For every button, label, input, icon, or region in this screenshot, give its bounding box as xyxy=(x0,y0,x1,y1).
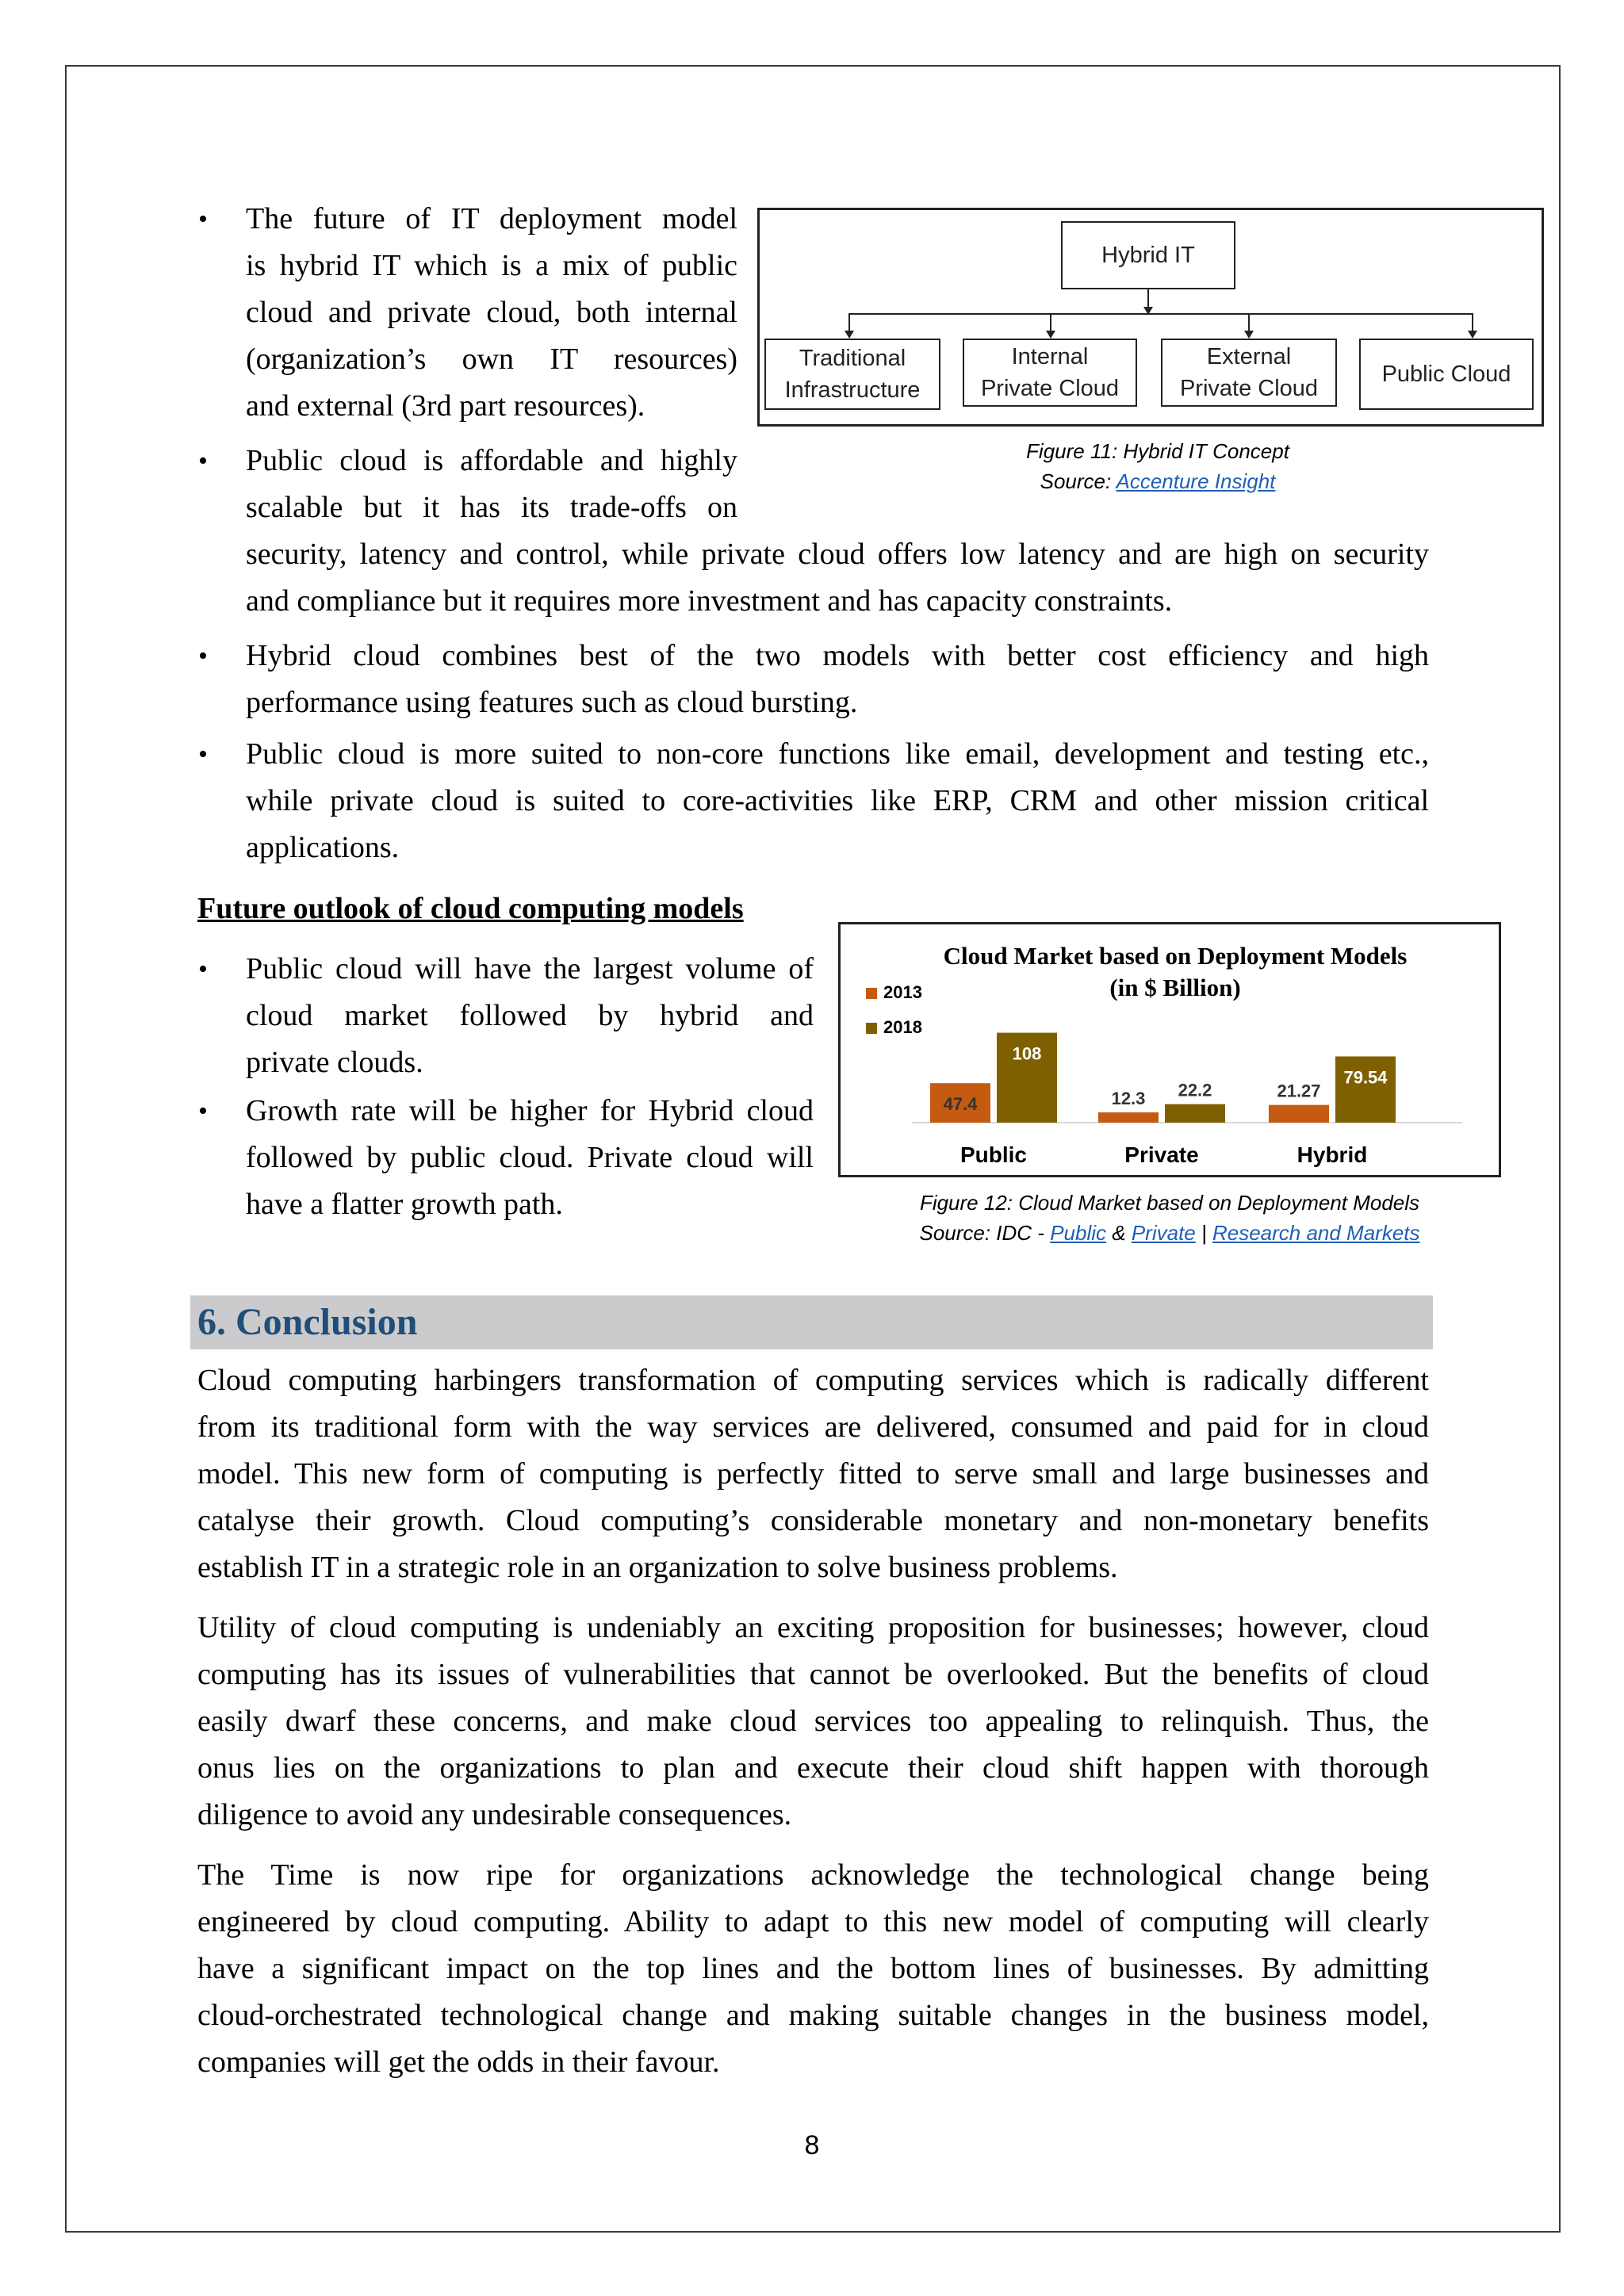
section-heading-text: Future outlook of cloud computing models xyxy=(197,892,744,925)
data-label-public-2013: 47.4 xyxy=(943,1094,978,1115)
bullet-line: The future of IT deployment model xyxy=(246,202,737,235)
bullet-line: Public cloud is more suited to non-core functions like email, development and testing etc., xyxy=(246,737,1429,771)
bullet-dot: • xyxy=(198,641,208,671)
bullet-line: scalable but it has its trade-offs on xyxy=(246,491,737,524)
bullet-line: performance using features such as cloud bursting. xyxy=(246,686,858,719)
diagram-node-label: Traditional xyxy=(799,346,906,371)
paragraph-line: engineered by cloud computing. Ability to adapt to this new model of computing will clearly xyxy=(197,1905,1429,1938)
diagram-arrowhead xyxy=(1244,331,1254,339)
paragraph-line: easily dwarf these concerns, and make cloud services too appealing to relinquish. Thus, the xyxy=(197,1705,1429,1738)
caption-separator: | xyxy=(1195,1221,1212,1245)
data-label-private-2013: 12.3 xyxy=(1111,1089,1146,1109)
diagram-node-label: Private Cloud xyxy=(1179,376,1319,401)
legend-swatch-2013 xyxy=(866,988,877,999)
figure-12-caption xyxy=(841,1188,1499,1248)
diagram-node-external xyxy=(1161,339,1337,407)
diagram-node-label: Infrastructure xyxy=(784,377,921,403)
paragraph-line: companies will get the odds in their favour. xyxy=(197,2045,720,2079)
bar-hybrid-2013 xyxy=(1269,1105,1329,1123)
data-label-hybrid-2018: 79.54 xyxy=(1343,1067,1388,1088)
diagram-connector xyxy=(1147,289,1149,308)
paragraph-line: diligence to avoid any undesirable consequences. xyxy=(197,1798,792,1831)
bullet-line: and external (3rd part resources). xyxy=(246,389,645,423)
bullet-hybrid-future xyxy=(198,196,737,434)
bullet-line: private clouds. xyxy=(246,1046,423,1079)
diagram-arrowhead xyxy=(1046,331,1055,339)
research-and-markets-link[interactable]: Research and Markets xyxy=(1212,1221,1420,1245)
paragraph-line: model. This new form of computing is perfectly fitted to serve small and large businesses and xyxy=(197,1457,1429,1490)
caption-source xyxy=(936,466,1380,496)
chart-subtitle: (in $ Billion) xyxy=(1109,974,1241,1001)
diagram-connector xyxy=(1050,313,1051,332)
bullet-dot: • xyxy=(198,205,208,234)
caption-source-prefix: Source: xyxy=(1040,469,1116,493)
bullet-line: Public cloud will have the largest volume of xyxy=(246,952,814,985)
paragraph-line: cloud-orchestrated technological change and making suitable changes in the business model, xyxy=(197,1999,1429,2032)
diagram-node-internal xyxy=(963,339,1137,407)
bullet-line: while private cloud is suited to core-activities like ERP, CRM and other mission critical xyxy=(246,784,1429,817)
paragraph-line: catalyse their growth. Cloud computing’s considerable monetary and non-monetary benefits xyxy=(197,1504,1429,1537)
bar-private-2013 xyxy=(1098,1112,1159,1123)
section-heading-outlook xyxy=(197,886,911,932)
caption-amp: & xyxy=(1106,1221,1132,1245)
diagram-node-traditional xyxy=(764,339,940,410)
bullet-line: have a flatter growth path. xyxy=(246,1188,563,1221)
bullet-growth-rate xyxy=(198,1088,817,1230)
bullet-line: followed by public cloud. Private cloud will xyxy=(246,1141,814,1174)
hybrid-it-diagram xyxy=(757,208,1544,427)
bullet-dot: • xyxy=(198,1096,208,1126)
diagram-connector xyxy=(1472,313,1473,332)
cloud-market-chart xyxy=(838,922,1501,1177)
data-label-hybrid-2013: 21.27 xyxy=(1277,1081,1321,1101)
data-label-private-2018: 22.2 xyxy=(1178,1080,1212,1100)
caption-text: Figure 11: Hybrid IT Concept xyxy=(1026,439,1289,463)
diagram-node-label: Private Cloud xyxy=(980,376,1120,401)
diagram-node-public xyxy=(1359,339,1534,410)
conclusion-paragraph-1 xyxy=(197,1357,1429,1591)
figure-11-caption xyxy=(936,436,1380,496)
bullet-line: Hybrid cloud combines best of the two models with better cost efficiency and high xyxy=(246,639,1429,672)
caption-source-prefix: Source: IDC - xyxy=(919,1221,1051,1245)
bullet-dot: • xyxy=(198,446,208,476)
paragraph-line: computing has its issues of vulnerabilities that cannot be overlooked. But the benefits of cloud xyxy=(197,1658,1429,1691)
bullet-public-suited xyxy=(198,731,1435,874)
diagram-node-label: Public Cloud xyxy=(1381,362,1511,387)
bar-private-2018 xyxy=(1165,1104,1225,1123)
idc-public-link[interactable]: Public xyxy=(1050,1221,1107,1245)
diagram-connector xyxy=(1248,313,1250,332)
paragraph-line: from its traditional form with the way services are delivered, consumed and paid for in cloud xyxy=(197,1410,1429,1444)
bullet-dot: • xyxy=(198,740,208,769)
diagram-root-node xyxy=(1061,221,1235,289)
bullet-line: security, latency and control, while private cloud offers low latency and are high on security xyxy=(246,538,1429,571)
conclusion-heading: 6. Conclusion xyxy=(197,1301,418,1343)
legend-swatch-2018 xyxy=(866,1023,877,1034)
legend-label-2013: 2013 xyxy=(883,982,922,1002)
diagram-node-label: Internal xyxy=(1011,344,1089,369)
bullet-line: and compliance but it requires more investment and has capacity constraints. xyxy=(246,584,1173,618)
bullet-line: cloud and private cloud, both internal xyxy=(246,296,737,329)
bullet-public-largest xyxy=(198,946,817,1089)
diagram-node-label: External xyxy=(1206,344,1292,369)
page-number: 8 xyxy=(804,2130,820,2160)
accenture-insight-link[interactable]: Accenture Insight xyxy=(1116,469,1276,493)
diagram-node-label: Hybrid IT xyxy=(1101,243,1195,268)
paragraph-line: Cloud computing harbingers transformation of computing services which is radically different xyxy=(197,1364,1429,1397)
bullet-line: Public cloud is affordable and highly xyxy=(246,444,737,477)
paragraph-line: establish IT in a strategic role in an organization to solve business problems. xyxy=(197,1551,1118,1584)
conclusion-heading-bar xyxy=(190,1295,1433,1349)
legend-label-2018: 2018 xyxy=(883,1017,922,1037)
bullet-line: cloud market followed by hybrid and xyxy=(246,999,814,1032)
chart-title: Cloud Market based on Deployment Models xyxy=(943,942,1408,970)
bars-layer xyxy=(930,1033,1396,1167)
caption-text: Figure 12: Cloud Market based on Deployment Models xyxy=(919,1191,1420,1215)
data-label-public-2018: 108 xyxy=(1012,1043,1042,1064)
bullet-line: (organization’s own IT resources) xyxy=(246,342,737,376)
conclusion-paragraph-2 xyxy=(197,1605,1429,1839)
diagram-arrowhead xyxy=(845,331,854,339)
diagram-connector xyxy=(848,313,1473,315)
bar-hybrid-2018 xyxy=(1335,1056,1396,1123)
paragraph-line: Utility of cloud computing is undeniably an exciting proposition for businesses; however, cloud xyxy=(197,1611,1429,1644)
diagram-connector xyxy=(848,313,850,332)
chart-canvas xyxy=(841,924,1499,1175)
category-label-private: Private xyxy=(1124,1142,1199,1167)
paragraph-line: onus lies on the organizations to plan and execute their cloud shift happen with thorough xyxy=(197,1751,1429,1785)
paragraph-line: have a significant impact on the top lines and the bottom lines of businesses. By admitting xyxy=(197,1952,1429,1985)
bullet-dot: • xyxy=(198,955,208,984)
bullet-line: is hybrid IT which is a mix of public xyxy=(246,249,737,282)
category-label-public: Public xyxy=(959,1142,1028,1167)
caption-source xyxy=(841,1218,1499,1248)
idc-private-link[interactable]: Private xyxy=(1131,1221,1196,1245)
category-label-hybrid: Hybrid xyxy=(1297,1142,1368,1167)
paragraph-line: The Time is now ripe for organizations acknowledge the technological change being xyxy=(197,1858,1429,1892)
conclusion-paragraph-3 xyxy=(197,1852,1429,2086)
bullet-line: applications. xyxy=(246,831,400,864)
bullet-line: Growth rate will be higher for Hybrid cloud xyxy=(246,1094,814,1127)
bullet-hybrid-combines xyxy=(198,633,1435,728)
diagram-arrowhead xyxy=(1468,331,1477,339)
